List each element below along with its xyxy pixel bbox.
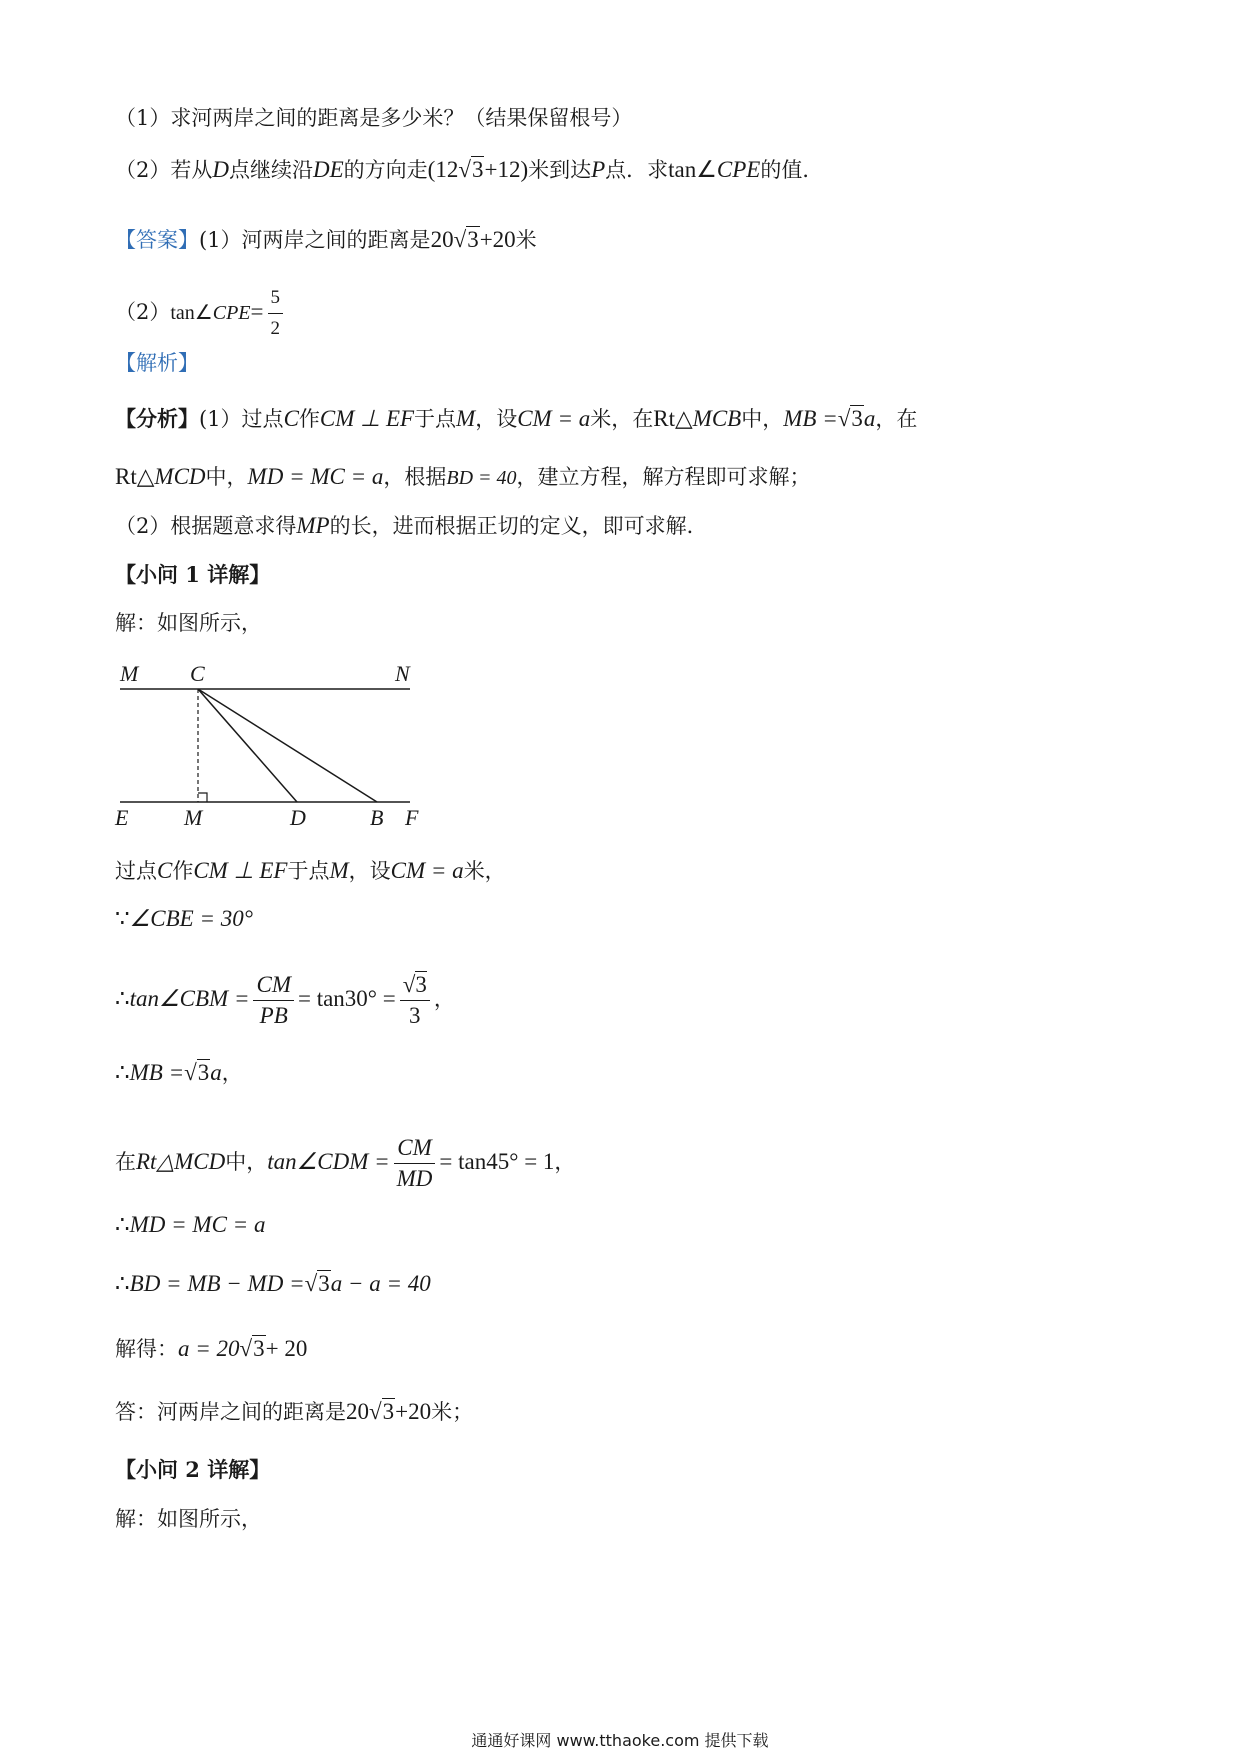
fenxi-text-a: (1）过点 <box>199 407 284 431</box>
step-1: 过点C作CM ⊥ EF于点M，设CM = a米， <box>115 858 506 883</box>
answer-text-2: （2） <box>115 300 171 324</box>
q2-point-d: D <box>212 157 229 182</box>
label-e: E <box>115 805 129 830</box>
fenxi-cm-a: CM = a <box>517 406 591 431</box>
label-f: F <box>405 805 419 830</box>
step-6: ∴MD = MC = a <box>115 1212 266 1237</box>
fenxi-mcb: MCB <box>692 406 742 431</box>
step5-fraction: $\frac{CM}{MD}$ <box>394 1133 436 1194</box>
step3-fraction-1: $\frac{CM}{PB}$ <box>253 970 294 1031</box>
answer-line-1 <box>115 226 537 254</box>
step-7: ∴BD = MB − MD =√3a − a = 40 <box>115 1271 431 1296</box>
q2-tan: tan∠ <box>668 157 717 182</box>
question-2 <box>115 156 823 184</box>
answer-text-1: (1）河两岸之间的距离是 <box>199 228 431 252</box>
fenxi-text-h: 中， <box>205 465 248 489</box>
step-5: 在Rt△MCD中，tan∠CDM = $\frac{CM}{MD}$ = tan45° = 1， <box>115 1133 575 1194</box>
sub1-tag: 【小问 1 详解】 <box>115 562 271 587</box>
q2-text-f: 的值． <box>760 158 824 182</box>
step3-fraction-2: $\frac{√3}{3}$ <box>400 970 430 1031</box>
fenxi-md-mc: MD = MC = a <box>247 464 384 489</box>
step-2: ∵∠CBE = 30° <box>115 906 253 931</box>
fenxi-rt: Rt△ <box>653 406 693 431</box>
q2-expr-a: (12 <box>427 157 459 182</box>
fenxi-mb: MB = <box>783 406 838 431</box>
answer-unit: 米 <box>515 228 537 252</box>
answer-value-b: +20 <box>479 227 516 252</box>
fenxi-text-e: 米，在 <box>590 407 654 431</box>
fenxi-text-c: 于点 <box>414 407 457 431</box>
answer-angle-cpe: CPE <box>212 302 251 324</box>
step-9: 答：河两岸之间的距离是20√3+20米； <box>115 1399 474 1424</box>
analysis-tag: 【解析】 <box>115 351 199 375</box>
q2-text-a: （2）若从 <box>115 158 213 182</box>
step-3: ∴tan∠CBM = $\frac{CM}{PB}$ = tan30° = $\frac{√3}{3}$ ， <box>115 970 455 1031</box>
label-n: N <box>395 661 410 686</box>
fenxi-point-m: M <box>456 406 476 431</box>
fenxi-text-b: 作 <box>298 407 320 431</box>
q2-text-e: 点．求 <box>605 158 669 182</box>
fenxi-text-d: ，设 <box>475 407 518 431</box>
answer-line-2 <box>115 283 287 344</box>
answer-value-a: 20 <box>430 227 454 252</box>
fenxi-text-j: ，建立方程，解方程即可求解； <box>516 465 811 489</box>
sub2-intro: 解：如图所示， <box>115 1507 262 1531</box>
sub1-intro: 解：如图所示， <box>115 611 262 635</box>
label-m-bottom: M <box>184 805 203 830</box>
footer-watermark: 通通好课网 www.tthaoke.com 提供下载 <box>471 1731 769 1750</box>
geometry-figure <box>110 655 440 835</box>
answer-eq: = <box>250 299 264 324</box>
answer-sqrt: √3 <box>453 227 479 252</box>
label-c: C <box>190 661 205 686</box>
q2-text-c: 的方向走 <box>343 158 428 182</box>
q2-segment-de: DE <box>313 157 344 182</box>
answer-tag: 【答案】 <box>115 228 199 252</box>
fenxi-mcd: MCD <box>154 464 206 489</box>
segment-cd <box>198 689 297 802</box>
answer-fraction: $\frac{5}{2}$ <box>268 283 284 344</box>
q2-expr-b: +12) <box>484 157 529 182</box>
label-m-top: M <box>120 661 139 686</box>
right-angle-mark <box>198 793 207 802</box>
fenxi-text-i: ，根据 <box>383 465 447 489</box>
fenxi-p2-text-b: 的长，进而根据正切的定义，即可求解． <box>329 514 708 538</box>
fenxi-a: a <box>863 406 876 431</box>
fenxi-p2-text-a: （2）根据题意求得 <box>115 514 297 538</box>
sub2-tag: 【小问 2 详解】 <box>115 1457 271 1482</box>
step-4: ∴MB =√3a， <box>115 1060 243 1085</box>
segment-cb <box>198 689 377 802</box>
q2-sqrt: √3 <box>458 157 484 182</box>
fenxi-point-c: C <box>283 406 299 431</box>
label-d: D <box>290 805 306 830</box>
fenxi-line-1 <box>115 405 917 433</box>
q2-point-p: P <box>591 157 606 182</box>
fenxi-text-g: ，在 <box>875 407 918 431</box>
answer-tan: tan∠ <box>170 302 213 324</box>
q2-text-d: 米到达 <box>528 158 592 182</box>
fenxi-rt2: Rt△ <box>115 464 155 489</box>
q2-text-b: 点继续沿 <box>229 158 313 182</box>
fenxi-line-3 <box>115 512 708 540</box>
fenxi-perp: CM ⊥ EF <box>319 406 415 431</box>
fenxi-line-2 <box>115 463 811 492</box>
step-8: 解得：a = 20√3+ 20 <box>115 1336 308 1361</box>
question-1: （1）求河两岸之间的距离是多少米？（结果保留根号） <box>115 106 633 130</box>
fenxi-sqrt: √3 <box>837 406 863 431</box>
fenxi-mp: MP <box>296 513 330 538</box>
fenxi-bd: BD = 40 <box>446 467 517 489</box>
fenxi-text-f: 中， <box>741 407 784 431</box>
q2-angle-cpe: CPE <box>716 157 761 182</box>
fenxi-tag: 【分析】 <box>115 406 199 431</box>
label-b: B <box>370 805 384 830</box>
